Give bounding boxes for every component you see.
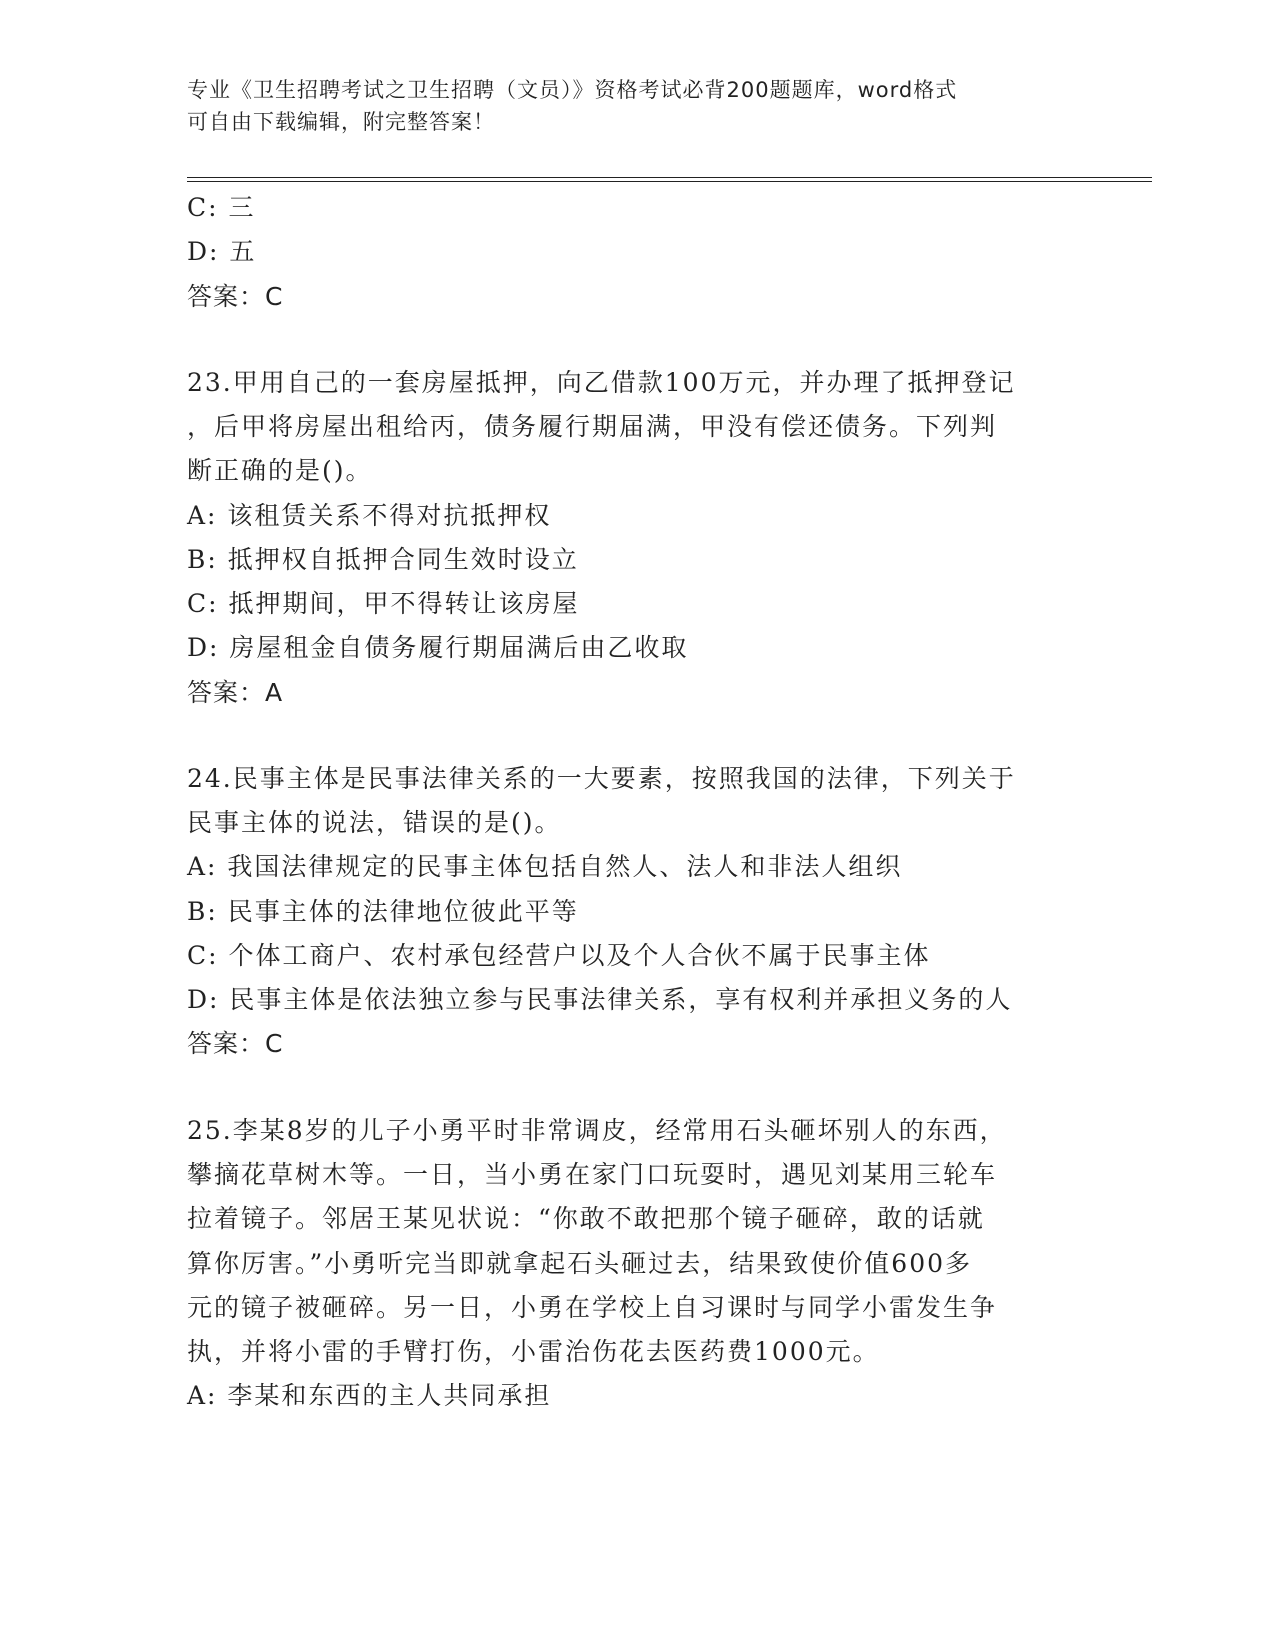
q24-option-d: D: 民事主体是依法独立参与民事法律关系，享有权利并承担义务的人 <box>187 985 1013 1014</box>
header-title <box>187 74 1087 138</box>
header-line-2: 可自由下载编辑，附完整答案！ <box>187 110 495 134</box>
q24-stem-line-2: 民事主体的说法，错误的是()。 <box>187 808 562 837</box>
q24-option-a: A: 我国法律规定的民事主体包括自然人、法人和非法人组织 <box>187 852 903 881</box>
header-line-1: 专业《卫生招聘考试之卫生招聘（文员）》资格考试必背200题题库，word格式 <box>187 78 958 102</box>
q25-stem-line-3: 拉着镜子。邻居王某见状说：“你敢不敢把那个镜子砸碎，敢的话就 <box>187 1204 985 1233</box>
q25-stem-line-2: 攀摘花草树木等。一日，当小勇在家门口玩耍时，遇见刘某用三轮车 <box>187 1160 998 1189</box>
header-divider-secondary <box>187 181 1152 182</box>
q23-stem-line-1: 23.甲用自己的一套房屋抵押，向乙借款100万元，并办理了抵押登记 <box>187 368 1016 397</box>
header-divider <box>187 177 1152 178</box>
q23-option-b: B: 抵押权自抵押合同生效时设立 <box>187 545 579 574</box>
q23-option-c: C: 抵押期间，甲不得转让该房屋 <box>187 589 580 618</box>
q23-option-a: A: 该租赁关系不得对抗抵押权 <box>187 501 552 530</box>
q22-option-c: C: 三 <box>187 193 256 222</box>
q24-answer: 答案：C <box>187 1029 284 1058</box>
q25-stem-line-4: 算你厉害。”小勇听完当即就拿起石头砸过去，结果致使价值600多 <box>187 1249 973 1278</box>
q25-stem-line-1: 25.李某8岁的儿子小勇平时非常调皮，经常用石头砸坏别人的东西， <box>187 1116 1007 1145</box>
q25-stem-line-6: 执，并将小雷的手臂打伤，小雷治伤花去医药费1000元。 <box>187 1337 880 1366</box>
q22-answer: 答案：C <box>187 282 284 311</box>
q23-option-d: D: 房屋租金自债务履行期届满后由乙收取 <box>187 633 689 662</box>
q24-option-c: C: 个体工商户、农村承包经营户以及个人合伙不属于民事主体 <box>187 941 931 970</box>
q25-option-a: A: 李某和东西的主人共同承担 <box>187 1381 552 1410</box>
q23-answer: 答案：A <box>187 678 284 707</box>
q24-option-b: B: 民事主体的法律地位彼此平等 <box>187 897 579 926</box>
q25-stem-line-5: 元的镜子被砸碎。另一日，小勇在学校上自习课时与同学小雷发生争 <box>187 1293 998 1322</box>
q23-stem-line-2: ，后甲将房屋出租给丙，债务履行期届满，甲没有偿还债务。下列判 <box>187 412 998 441</box>
q23-stem-line-3: 断正确的是()。 <box>187 456 373 485</box>
q22-option-d: D: 五 <box>187 237 257 266</box>
q24-stem-line-1: 24.民事主体是民事法律关系的一大要素，按照我国的法律，下列关于 <box>187 764 1016 793</box>
